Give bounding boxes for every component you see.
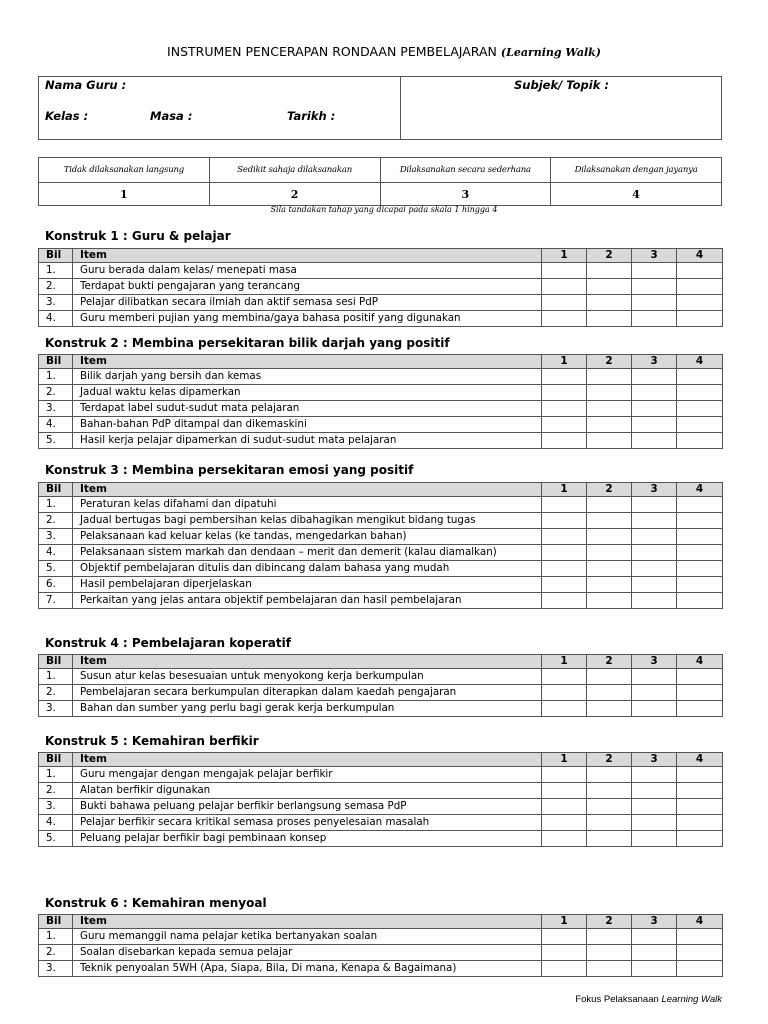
rating-cell-4[interactable] — [677, 295, 723, 311]
rating-cell-3[interactable] — [632, 263, 677, 279]
item-text: Hasil kerja pelajar dipamerkan di sudut-sudut mata pelajaran — [73, 433, 542, 449]
rating-cell-2[interactable] — [587, 385, 632, 401]
column-header-s4: 4 — [677, 915, 723, 929]
rating-cell-2[interactable] — [587, 497, 632, 513]
item-text: Terdapat label sudut-sudut mata pelajaran — [73, 401, 542, 417]
rating-cell-4[interactable] — [677, 799, 723, 815]
column-header-bil: Bil — [39, 249, 73, 263]
rating-cell-4[interactable] — [677, 945, 723, 961]
column-header-s2: 2 — [587, 753, 632, 767]
rating-cell-2[interactable] — [587, 961, 632, 977]
column-header-s1: 1 — [542, 249, 587, 263]
rating-cell-3[interactable] — [632, 545, 677, 561]
rating-cell-1[interactable] — [542, 513, 587, 529]
rating-cell-2[interactable] — [587, 685, 632, 701]
column-header-bil: Bil — [39, 483, 73, 497]
rating-cell-2[interactable] — [587, 669, 632, 685]
column-header-s2: 2 — [587, 355, 632, 369]
rating-cell-3[interactable] — [632, 685, 677, 701]
column-header-s2: 2 — [587, 483, 632, 497]
rating-cell-1[interactable] — [542, 831, 587, 847]
tarikh-label: Tarikh : — [287, 109, 336, 123]
rating-cell-4[interactable] — [677, 433, 723, 449]
rating-cell-3[interactable] — [632, 577, 677, 593]
column-header-bil: Bil — [39, 915, 73, 929]
rating-cell-1[interactable] — [542, 561, 587, 577]
rating-cell-4[interactable] — [677, 497, 723, 513]
konstruk-heading: Konstruk 5 : Kemahiran berfikir — [45, 734, 259, 748]
nama-guru-label: Nama Guru : — [45, 78, 127, 92]
column-header-bil: Bil — [39, 655, 73, 669]
scale-label: Tidak dilaksanakan langsung — [39, 158, 210, 183]
konstruk-table — [38, 248, 723, 327]
info-divider — [400, 77, 401, 139]
item-text: Hasil pembelajaran diperjelaskan — [73, 577, 542, 593]
table-row — [39, 577, 723, 593]
item-number: 4. — [39, 545, 73, 561]
rating-cell-2[interactable] — [587, 561, 632, 577]
rating-cell-2[interactable] — [587, 369, 632, 385]
rating-cell-4[interactable] — [677, 767, 723, 783]
rating-cell-1[interactable] — [542, 669, 587, 685]
rating-cell-4[interactable] — [677, 701, 723, 717]
column-header-s3: 3 — [632, 753, 677, 767]
item-text: Terdapat bukti pengajaran yang terancang — [73, 279, 542, 295]
rating-cell-3[interactable] — [632, 369, 677, 385]
table-row — [39, 401, 723, 417]
column-header-s2: 2 — [587, 249, 632, 263]
table-row — [39, 369, 723, 385]
rating-cell-1[interactable] — [542, 263, 587, 279]
item-number: 6. — [39, 577, 73, 593]
item-text: Pembelajaran secara berkumpulan diterapkan dalam kaedah pengajaran — [73, 685, 542, 701]
rating-cell-1[interactable] — [542, 545, 587, 561]
rating-cell-2[interactable] — [587, 577, 632, 593]
rating-cell-3[interactable] — [632, 669, 677, 685]
rating-cell-4[interactable] — [677, 385, 723, 401]
item-number: 2. — [39, 279, 73, 295]
konstruk-table — [38, 914, 723, 977]
rating-cell-1[interactable] — [542, 401, 587, 417]
item-number: 4. — [39, 311, 73, 327]
item-number: 1. — [39, 497, 73, 513]
konstruk-table — [38, 654, 723, 717]
item-number: 1. — [39, 369, 73, 385]
item-text: Peraturan kelas difahami dan dipatuhi — [73, 497, 542, 513]
rating-cell-4[interactable] — [677, 279, 723, 295]
rating-scale-table — [38, 157, 722, 206]
table-row — [39, 417, 723, 433]
rating-cell-3[interactable] — [632, 767, 677, 783]
column-header-bil: Bil — [39, 753, 73, 767]
table-row — [39, 561, 723, 577]
rating-cell-4[interactable] — [677, 669, 723, 685]
item-text: Jadual bertugas bagi pembersihan kelas dibahagikan mengikut bidang tugas — [73, 513, 542, 529]
column-header-item: Item — [73, 655, 542, 669]
item-number: 4. — [39, 815, 73, 831]
rating-cell-2[interactable] — [587, 945, 632, 961]
table-header-row — [39, 249, 723, 263]
item-text: Peluang pelajar berfikir bagi pembinaan konsep — [73, 831, 542, 847]
item-text: Alatan berfikir digunakan — [73, 783, 542, 799]
rating-cell-4[interactable] — [677, 561, 723, 577]
konstruk-table — [38, 752, 723, 847]
rating-cell-3[interactable] — [632, 529, 677, 545]
konstruk-heading: Konstruk 1 : Guru & pelajar — [45, 229, 231, 243]
rating-cell-2[interactable] — [587, 279, 632, 295]
rating-cell-1[interactable] — [542, 279, 587, 295]
column-header-s4: 4 — [677, 249, 723, 263]
item-text: Perkaitan yang jelas antara objektif pembelajaran dan hasil pembelajaran — [73, 593, 542, 609]
table-row — [39, 311, 723, 327]
table-row — [39, 593, 723, 609]
rating-cell-2[interactable] — [587, 767, 632, 783]
column-header-s1: 1 — [542, 915, 587, 929]
rating-cell-1[interactable] — [542, 433, 587, 449]
rating-cell-3[interactable] — [632, 593, 677, 609]
item-number: 1. — [39, 263, 73, 279]
page-title — [0, 44, 768, 59]
rating-cell-3[interactable] — [632, 401, 677, 417]
item-number: 2. — [39, 685, 73, 701]
rating-cell-2[interactable] — [587, 831, 632, 847]
item-number: 7. — [39, 593, 73, 609]
konstruk-table — [38, 482, 723, 609]
rating-cell-1[interactable] — [542, 799, 587, 815]
table-row — [39, 783, 723, 799]
teacher-info-box — [38, 76, 722, 140]
rating-cell-4[interactable] — [677, 831, 723, 847]
column-header-s3: 3 — [632, 249, 677, 263]
item-text: Bahan dan sumber yang perlu bagi gerak kerja berkumpulan — [73, 701, 542, 717]
rating-cell-4[interactable] — [677, 685, 723, 701]
rating-cell-3[interactable] — [632, 929, 677, 945]
table-row — [39, 279, 723, 295]
rating-cell-3[interactable] — [632, 417, 677, 433]
rating-cell-4[interactable] — [677, 783, 723, 799]
rating-cell-2[interactable] — [587, 311, 632, 327]
table-row — [39, 961, 723, 977]
rating-cell-3[interactable] — [632, 433, 677, 449]
item-text: Pelajar berfikir secara kritikal semasa proses penyelesaian masalah — [73, 815, 542, 831]
scale-value: 1 — [39, 183, 210, 206]
table-row — [39, 545, 723, 561]
table-row — [39, 685, 723, 701]
konstruk-heading: Konstruk 6 : Kemahiran menyoal — [45, 896, 267, 910]
column-header-s2: 2 — [587, 915, 632, 929]
item-number: 3. — [39, 701, 73, 717]
column-header-s1: 1 — [542, 355, 587, 369]
item-text: Soalan disebarkan kepada semua pelajar — [73, 945, 542, 961]
item-text: Teknik penyoalan 5WH (Apa, Siapa, Bila, Di mana, Kenapa & Bagaimana) — [73, 961, 542, 977]
item-number: 3. — [39, 799, 73, 815]
rating-cell-4[interactable] — [677, 961, 723, 977]
table-header-row — [39, 483, 723, 497]
rating-cell-1[interactable] — [542, 961, 587, 977]
column-header-s1: 1 — [542, 655, 587, 669]
konstruk-heading: Konstruk 3 : Membina persekitaran emosi yang positif — [45, 463, 414, 477]
table-row — [39, 831, 723, 847]
table-row — [39, 529, 723, 545]
rating-cell-1[interactable] — [542, 295, 587, 311]
rating-cell-3[interactable] — [632, 513, 677, 529]
rating-cell-2[interactable] — [587, 815, 632, 831]
footer-italic: Learning Walk — [661, 994, 722, 1005]
table-header-row — [39, 655, 723, 669]
rating-cell-1[interactable] — [542, 385, 587, 401]
rating-cell-1[interactable] — [542, 945, 587, 961]
rating-cell-1[interactable] — [542, 685, 587, 701]
konstruk-table — [38, 354, 723, 449]
rating-cell-1[interactable] — [542, 577, 587, 593]
column-header-s4: 4 — [677, 355, 723, 369]
table-header-row — [39, 915, 723, 929]
rating-cell-3[interactable] — [632, 279, 677, 295]
rating-cell-4[interactable] — [677, 513, 723, 529]
item-number: 3. — [39, 295, 73, 311]
column-header-s3: 3 — [632, 655, 677, 669]
rating-cell-3[interactable] — [632, 799, 677, 815]
rating-cell-1[interactable] — [542, 783, 587, 799]
column-header-s3: 3 — [632, 915, 677, 929]
rating-cell-1[interactable] — [542, 929, 587, 945]
column-header-s1: 1 — [542, 753, 587, 767]
column-header-s4: 4 — [677, 753, 723, 767]
item-number: 1. — [39, 767, 73, 783]
item-number: 2. — [39, 513, 73, 529]
rating-cell-3[interactable] — [632, 815, 677, 831]
scale-label: Dilaksanakan dengan jayanya — [551, 158, 722, 183]
column-header-bil: Bil — [39, 355, 73, 369]
table-row — [39, 929, 723, 945]
rating-cell-2[interactable] — [587, 783, 632, 799]
item-number: 2. — [39, 385, 73, 401]
rating-cell-3[interactable] — [632, 831, 677, 847]
rating-cell-1[interactable] — [542, 767, 587, 783]
rating-cell-3[interactable] — [632, 561, 677, 577]
rating-cell-2[interactable] — [587, 513, 632, 529]
item-text: Pelaksanaan kad keluar kelas (ke tandas, mengedarkan bahan) — [73, 529, 542, 545]
scale-value: 2 — [209, 183, 380, 206]
column-header-s3: 3 — [632, 483, 677, 497]
rating-cell-3[interactable] — [632, 783, 677, 799]
table-header-row — [39, 355, 723, 369]
item-number: 5. — [39, 831, 73, 847]
rating-cell-2[interactable] — [587, 529, 632, 545]
table-row — [39, 497, 723, 513]
title-italic: (Learning Walk) — [500, 46, 601, 59]
column-header-s2: 2 — [587, 655, 632, 669]
item-text: Bukti bahawa peluang pelajar berfikir berlangsung semasa PdP — [73, 799, 542, 815]
item-text: Pelaksanaan sistem markah dan dendaan – merit dan demerit (kalau diamalkan) — [73, 545, 542, 561]
item-text: Guru mengajar dengan mengajak pelajar berfikir — [73, 767, 542, 783]
rating-cell-2[interactable] — [587, 545, 632, 561]
column-header-s1: 1 — [542, 483, 587, 497]
table-header-row — [39, 753, 723, 767]
rating-cell-2[interactable] — [587, 433, 632, 449]
item-number: 2. — [39, 783, 73, 799]
rating-cell-4[interactable] — [677, 529, 723, 545]
konstruk-heading: Konstruk 4 : Pembelajaran koperatif — [45, 636, 291, 650]
table-row — [39, 385, 723, 401]
rating-cell-4[interactable] — [677, 593, 723, 609]
table-row — [39, 815, 723, 831]
rating-cell-3[interactable] — [632, 385, 677, 401]
column-header-s4: 4 — [677, 483, 723, 497]
rating-cell-1[interactable] — [542, 369, 587, 385]
rating-cell-4[interactable] — [677, 311, 723, 327]
scale-note: Sila tandakan tahap yang dicapai pada skala 1 hingga 4 — [270, 205, 498, 214]
rating-cell-1[interactable] — [542, 417, 587, 433]
scale-value: 3 — [380, 183, 551, 206]
table-row — [39, 701, 723, 717]
rating-cell-1[interactable] — [542, 815, 587, 831]
rating-cell-4[interactable] — [677, 815, 723, 831]
subjek-label: Subjek/ Topik : — [514, 78, 609, 92]
item-number: 5. — [39, 561, 73, 577]
konstruk-heading: Konstruk 2 : Membina persekitaran bilik darjah yang positif — [45, 336, 450, 350]
table-row — [39, 945, 723, 961]
table-row — [39, 767, 723, 783]
masa-label: Masa : — [150, 109, 193, 123]
rating-cell-4[interactable] — [677, 401, 723, 417]
scale-label: Sedikit sahaja dilaksanakan — [209, 158, 380, 183]
kelas-label: Kelas : — [45, 109, 89, 123]
scale-label: Dilaksanakan secara sederhana — [380, 158, 551, 183]
table-row — [39, 799, 723, 815]
item-number: 3. — [39, 529, 73, 545]
item-text: Jadual waktu kelas dipamerkan — [73, 385, 542, 401]
title-main: INSTRUMEN PENCERAPAN RONDAAN PEMBELAJARAN — [167, 44, 497, 59]
item-number: 3. — [39, 961, 73, 977]
column-header-item: Item — [73, 915, 542, 929]
item-number: 4. — [39, 417, 73, 433]
item-text: Bahan-bahan PdP ditampal dan dikemaskini — [73, 417, 542, 433]
rating-cell-3[interactable] — [632, 701, 677, 717]
rating-cell-2[interactable] — [587, 401, 632, 417]
rating-cell-3[interactable] — [632, 497, 677, 513]
column-header-item: Item — [73, 355, 542, 369]
rating-cell-2[interactable] — [587, 417, 632, 433]
table-row — [39, 433, 723, 449]
rating-cell-4[interactable] — [677, 929, 723, 945]
footer-prefix: Fokus Pelaksanaan — [575, 994, 659, 1005]
rating-cell-2[interactable] — [587, 593, 632, 609]
scale-value: 4 — [551, 183, 722, 206]
item-number: 2. — [39, 945, 73, 961]
rating-cell-3[interactable] — [632, 295, 677, 311]
rating-cell-2[interactable] — [587, 701, 632, 717]
item-text: Objektif pembelajaran ditulis dan dibincang dalam bahasa yang mudah — [73, 561, 542, 577]
rating-cell-1[interactable] — [542, 497, 587, 513]
item-text: Pelajar dilibatkan secara ilmiah dan aktif semasa sesi PdP — [73, 295, 542, 311]
table-row — [39, 263, 723, 279]
rating-cell-4[interactable] — [677, 369, 723, 385]
rating-cell-4[interactable] — [677, 577, 723, 593]
column-header-s3: 3 — [632, 355, 677, 369]
item-text: Guru memanggil nama pelajar ketika bertanyakan soalan — [73, 929, 542, 945]
rating-cell-4[interactable] — [677, 417, 723, 433]
column-header-s4: 4 — [677, 655, 723, 669]
rating-cell-4[interactable] — [677, 545, 723, 561]
item-text: Guru berada dalam kelas/ menepati masa — [73, 263, 542, 279]
table-row — [39, 295, 723, 311]
rating-cell-3[interactable] — [632, 945, 677, 961]
item-number: 3. — [39, 401, 73, 417]
rating-cell-2[interactable] — [587, 295, 632, 311]
item-number: 5. — [39, 433, 73, 449]
rating-cell-3[interactable] — [632, 311, 677, 327]
column-header-item: Item — [73, 753, 542, 767]
column-header-item: Item — [73, 249, 542, 263]
item-text: Susun atur kelas besesuaian untuk menyokong kerja berkumpulan — [73, 669, 542, 685]
item-text: Guru memberi pujian yang membina/gaya bahasa positif yang digunakan — [73, 311, 542, 327]
rating-cell-1[interactable] — [542, 311, 587, 327]
table-row — [39, 513, 723, 529]
item-number: 1. — [39, 669, 73, 685]
rating-cell-2[interactable] — [587, 799, 632, 815]
rating-cell-1[interactable] — [542, 593, 587, 609]
item-number: 1. — [39, 929, 73, 945]
rating-cell-3[interactable] — [632, 961, 677, 977]
column-header-item: Item — [73, 483, 542, 497]
rating-cell-2[interactable] — [587, 263, 632, 279]
rating-cell-1[interactable] — [542, 529, 587, 545]
footer — [575, 994, 722, 1005]
rating-cell-2[interactable] — [587, 929, 632, 945]
rating-cell-1[interactable] — [542, 701, 587, 717]
rating-cell-4[interactable] — [677, 263, 723, 279]
table-row — [39, 669, 723, 685]
item-text: Bilik darjah yang bersih dan kemas — [73, 369, 542, 385]
